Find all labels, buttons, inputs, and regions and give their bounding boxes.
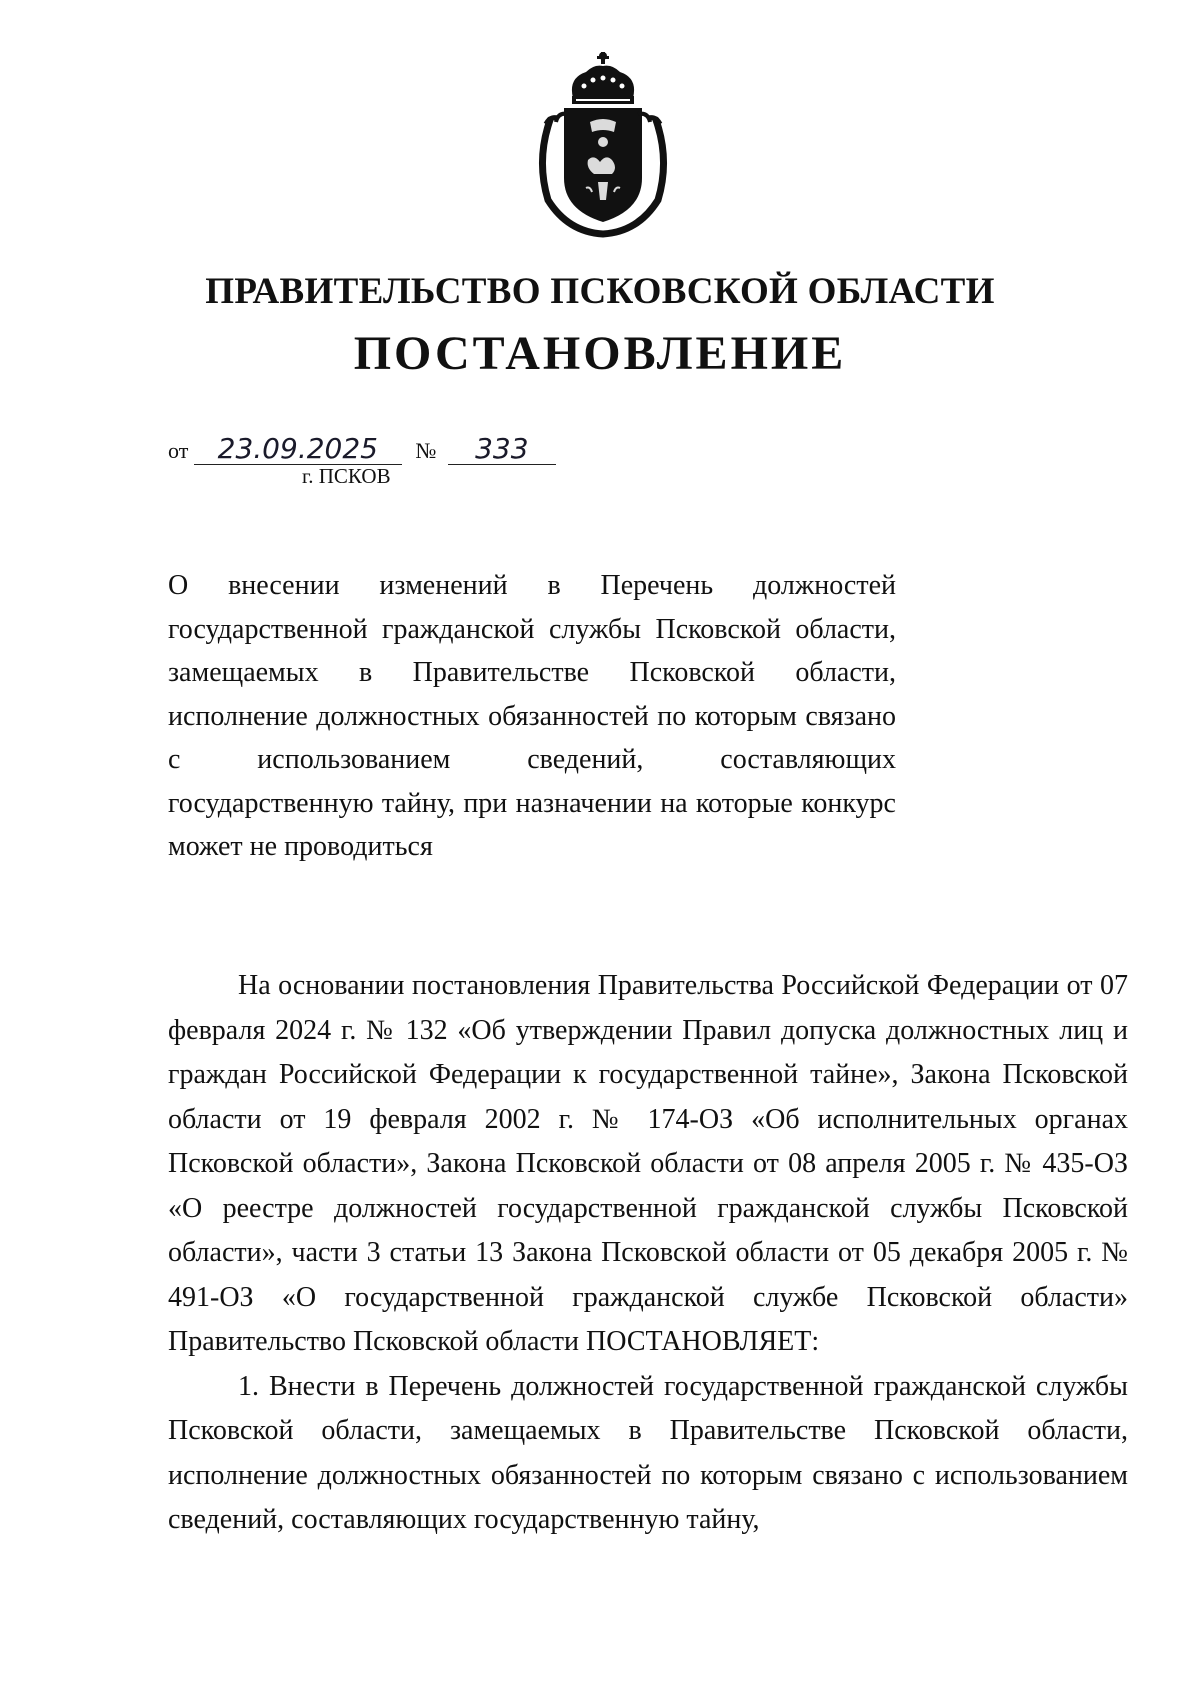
document-subject: О внесении изменений в Перечень должностей государственной гражданской службы Псковской области, замещаемых в Правительстве Псковской области, исполнение должностных обязанностей по которым связано с использованием сведений, составляющих государственную тайну, при назначении на которые конкурс может не проводиться: [168, 570, 896, 862]
registration-line: [168, 434, 556, 465]
city-label: г. ПСКОВ: [302, 464, 391, 488]
body-paragraph: 1. Внести в Перечень должностей государственной гражданской службы Псковской области, замещаемых в Правительстве Псковской области, исполнение должностных обязанностей по которым связано с использованием сведений, составляющих государственную тайну,: [168, 1370, 1128, 1535]
date-label: от: [168, 438, 189, 463]
document-body: [168, 964, 1128, 1543]
number-label: №: [415, 438, 437, 463]
organization-name: ПРАВИТЕЛЬСТВО ПСКОВСКОЙ ОБЛАСТИ: [205, 271, 995, 312]
document-number: 333: [448, 434, 556, 465]
document-type-title: ПОСТАНОВЛЕНИЕ: [353, 327, 847, 380]
pskov-oblast-coat-of-arms-icon: [528, 50, 678, 238]
body-paragraph: На основании постановления Правительства Российской Федерации от 07 февраля 2024 г. № 132 «Об утверждении Правил допуска должностных лиц и граждан Российской Федерации к государственной тайне», Закона Псковской области от 19 февраля 2002 г. № 174-ОЗ «Об исполнительных органах Псковской области», Закона Псковской области от 08 апреля 2005 г. № 435-ОЗ «О реестре должностей государственной гражданской службы Псковской области», части 3 статьи 13 Закона Псковской области от 05 декабря 2005 г. № 491-ОЗ «О государственной гражданской службе Псковской области» Правительство Псковской области ПОСТАНОВЛЯЕТ:: [168, 970, 1128, 1357]
document-date: 23.09.2025: [194, 434, 402, 465]
